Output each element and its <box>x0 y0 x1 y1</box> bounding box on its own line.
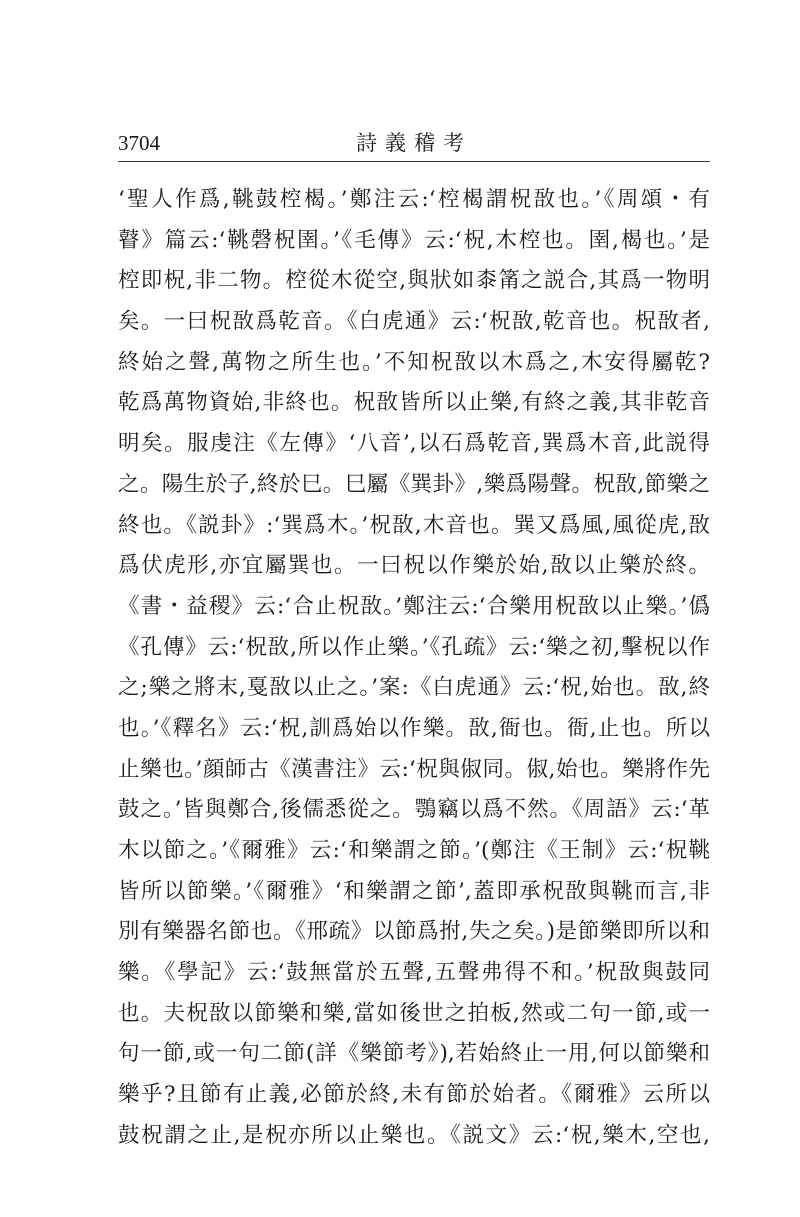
body-text <box>118 180 710 1157</box>
page-header <box>118 128 710 158</box>
text-line: 之。陽生於子,終於巳。巳屬《巽卦》,樂爲陽聲。柷敔,節樂之 <box>118 471 710 497</box>
text-line: 明矣。服虔注《左傳》‘八音’,以石爲乾音,巽爲木音,此説得 <box>118 431 710 457</box>
text-line: 乾爲萬物資始,非終也。柷敔皆所以止樂,有終之義,其非乾音 <box>118 390 710 416</box>
text-line: ‘聖人作爲,鞉鼓椌楬。’鄭注云:‘椌楬謂柷敔也。’《周頌・有 <box>118 187 710 212</box>
text-line: 句一節,或一句二節(詳《樂節考》),若始終止一用,何以節樂和 <box>118 1041 710 1067</box>
text-line: 鼓柷謂之止,是柷亦所以止樂也。《説文》云:‘柷,樂木,空也, <box>118 1122 710 1148</box>
text-line: 終始之聲,萬物之所生也。’不知柷敔以木爲之,木安得屬乾? <box>118 349 710 375</box>
text-line: 樂乎?且節有止義,必節於終,未有節於始者。《爾雅》云所以 <box>118 1082 710 1108</box>
text-line: 鼓之。’皆與鄭合,後儒悉從之。鶚竊以爲不然。《周語》云:‘革 <box>118 797 710 823</box>
running-title: 詩義稽考 <box>356 131 472 155</box>
text-line: 爲伏虎形,亦宜屬巽也。一曰柷以作樂於始,敔以止樂於終。 <box>118 553 710 579</box>
text-line: 樂。《學記》云:‘鼓無當於五聲,五聲弗得不和。’柷敔與鼓同 <box>118 960 710 986</box>
text-line: 之;樂之將末,戛敔以止之。’案:《白虎通》云:‘柷,始也。敔,終 <box>118 675 710 701</box>
text-line: 木以節之。’《爾雅》云:‘和樂謂之節。’(鄭注《王制》云:‘柷鞉 <box>118 838 710 863</box>
text-line: 止樂也。’顔師古《漢書注》云:‘柷與俶同。俶,始也。樂將作先 <box>118 756 710 782</box>
text-line: 瞽》篇云:‘鞉磬柷圉。’《毛傳》云:‘柷,木椌也。圉,楬也。’是 <box>118 227 710 253</box>
text-line: 《書・益稷》云:‘合止柷敔。’鄭注云:‘合樂用柷敔以止樂。’僞 <box>118 593 710 619</box>
header-rule <box>118 161 710 162</box>
text-line: 也。夫柷敔以節樂和樂,當如後世之拍板,然或二句一節,或一 <box>118 1000 710 1026</box>
text-line: 別有樂器名節也。《邢疏》以節爲拊,失之矣。)是節樂即所以和 <box>118 919 710 945</box>
page-number: 3704 <box>118 131 160 155</box>
text-line: 《孔傳》云:‘柷敔,所以作止樂。’《孔疏》云:‘樂之初,擊柷以作 <box>118 634 710 660</box>
text-line: 終也。《説卦》:‘巽爲木。’柷敔,木音也。巽又爲風,風從虎,敔 <box>118 512 710 538</box>
text-line: 也。’《釋名》云:‘柷,訓爲始以作樂。敔,衙也。衙,止也。所以 <box>118 715 710 741</box>
text-line: 椌即柷,非二物。椌從木從空,與狀如桼筩之説合,其爲一物明 <box>118 268 710 294</box>
text-line: 皆所以節樂。’《爾雅》‘和樂謂之節’,蓋即承柷敔與鞉而言,非 <box>118 878 710 904</box>
text-line: 矣。一曰柷敔爲乾音。《白虎通》云:‘柷敔,乾音也。柷敔者, <box>118 309 710 335</box>
